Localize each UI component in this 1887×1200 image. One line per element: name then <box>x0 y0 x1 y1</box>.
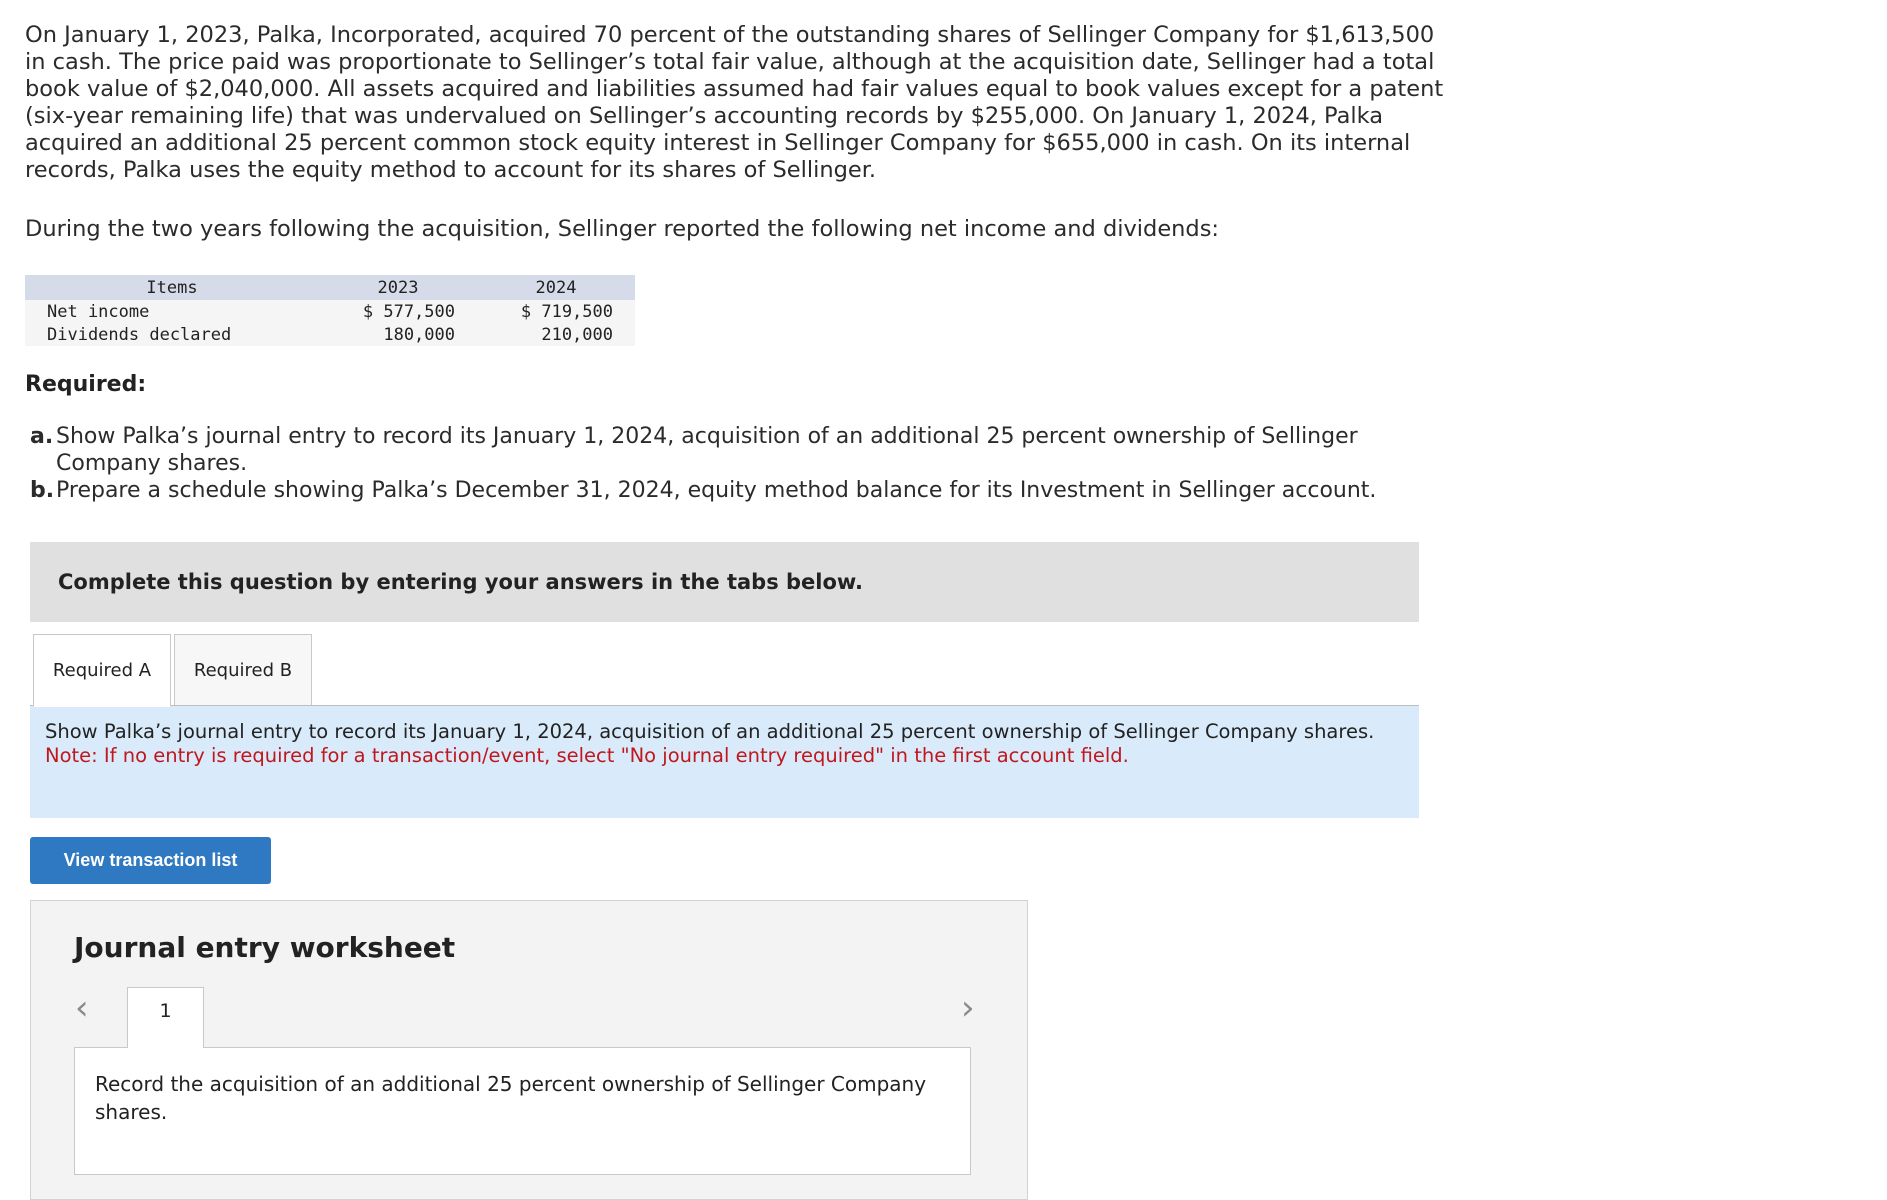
table-row <box>25 323 635 346</box>
journal-entry-worksheet <box>30 900 1028 1200</box>
worksheet-page-tab-1[interactable]: 1 <box>127 987 204 1048</box>
instruction-text: Show Palka’s journal entry to record its January 1, 2024, acquisition of an additional 25 percent ownership of Sellinger Company shares. <box>45 720 1375 743</box>
problem-intro-paragraph: On January 1, 2023, Palka, Incorporated, acquired 70 percent of the outstanding shares of Sellinger Company for $1,613,500 in cash. The price paid was proportionate to Sellinger’s total fair value, although at the acquisition date, Sellinger had a total book value of $2,040,000. All assets acquired and liabilities assumed had fair values equal to book values except for a patent (six-year remaining life) that was undervalued on Sellinger’s accounting records by $255,000. On January 1, 2024, Palka acquired an additional 25 percent common stock equity interest in Sellinger Company for $655,000 in cash. On its internal records, Palka uses the equity method to account for its shares of Sellinger. <box>25 22 1444 183</box>
required-item-text: Show Palka’s journal entry to record its January 1, 2024, acquisition of an additional 25 percent ownership of Sellinger Company shares. <box>56 424 1358 476</box>
table-header-2023: 2023 <box>319 275 477 300</box>
required-heading: Required: <box>25 372 147 397</box>
table-cell-item: Net income <box>25 300 319 323</box>
required-item-letter: a. <box>30 424 54 449</box>
tab-required-a[interactable]: Required A <box>33 634 171 707</box>
view-transaction-list-button[interactable]: View transaction list <box>30 837 271 884</box>
worksheet-description: Record the acquisition of an additional 25 percent ownership of Sellinger Company shares. <box>95 1072 927 1124</box>
worksheet-description-panel <box>74 1047 971 1175</box>
required-item-a <box>30 423 1450 477</box>
required-list <box>30 423 1450 504</box>
tab-required-b[interactable]: Required B <box>174 634 312 706</box>
table-cell-2023: $ 577,500 <box>319 300 477 323</box>
table-cell-2024: $ 719,500 <box>477 300 635 323</box>
instruction-note: Note: If no entry is required for a transaction/event, select "No journal entry required" in the first account field. <box>45 744 1129 767</box>
worksheet-title: Journal entry worksheet <box>74 931 456 964</box>
table-header-items: Items <box>25 275 319 300</box>
required-item-letter: b. <box>30 478 55 503</box>
instruction-panel <box>30 706 1419 818</box>
table-header-row <box>25 275 635 300</box>
chevron-left-icon[interactable]: ‹ <box>75 988 89 1028</box>
required-tabs <box>33 634 315 706</box>
table-header-2024: 2024 <box>477 275 635 300</box>
table-cell-2024: 210,000 <box>477 323 635 346</box>
table-row <box>25 300 635 323</box>
net-income-dividends-table <box>25 275 635 346</box>
required-item-b <box>30 477 1450 504</box>
required-item-text: Prepare a schedule showing Palka’s December 31, 2024, equity method balance for its Investment in Sellinger account. <box>56 478 1377 503</box>
chevron-right-icon[interactable]: › <box>961 988 975 1028</box>
table-cell-item: Dividends declared <box>25 323 319 346</box>
problem-intro-paragraph-2: During the two years following the acquisition, Sellinger reported the following net income and dividends: <box>25 216 1220 242</box>
table-cell-2023: 180,000 <box>319 323 477 346</box>
complete-question-banner: Complete this question by entering your answers in the tabs below. <box>30 542 1419 622</box>
